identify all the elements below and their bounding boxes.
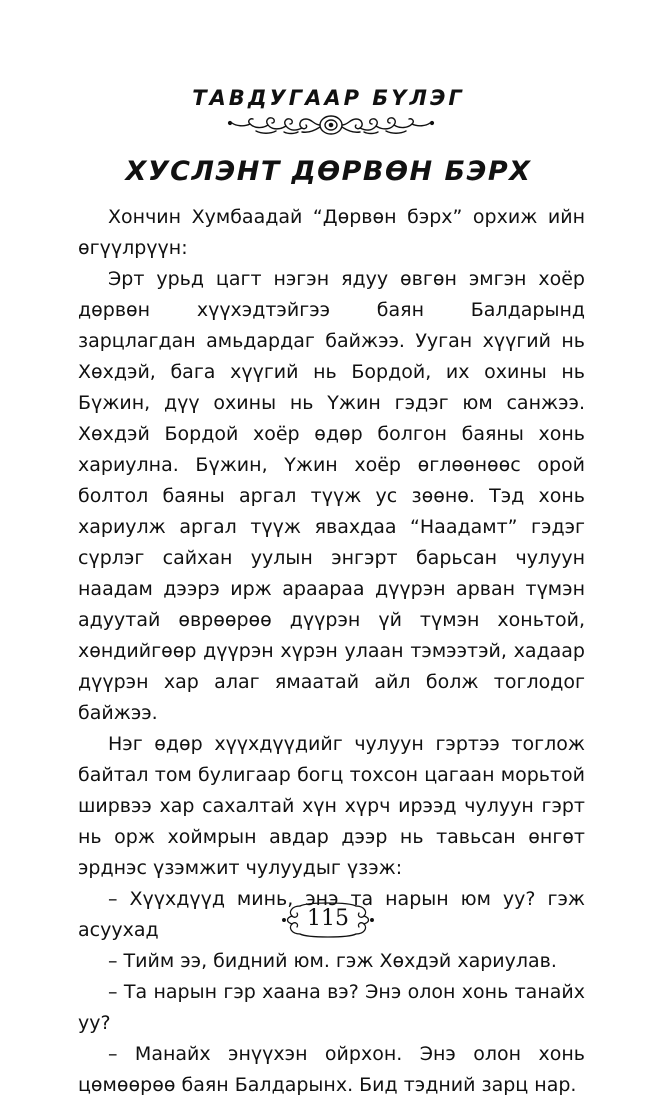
paragraph: Нэг өдөр хүүхдүүдийг чулуун гэртээ тоглож байтал том булигаар богц тохсон цагаан морьтой ширвээ хар сахалтай хүн хүрч ирээд чулуун гэрт нь орж хоймрын авдар дээр нь тавьсан өнгөт эрднэс үзэмжит чулуудыг үзэж: (78, 733, 585, 879)
ornamental-divider-icon (226, 112, 436, 138)
dialogue-line: – Та нарын гэр хаана вэ? Энэ олон хонь танайх уу? (78, 981, 585, 1034)
dialogue-line: – Манайх энүүхэн ойрхон. Энэ олон хонь цөмөөрөө баян Балдарынх. Бид тэдний зарц нар. (78, 1043, 585, 1096)
dialogue-line: – Тийм ээ, бидний юм. гэж Хөхдэй хариулав. (108, 950, 557, 972)
body-text (78, 202, 585, 1101)
paragraph: Эрт урьд цагт нэгэн ядуу өвгөн эмгэн хоёр дөрвөн хүүхэдтэйгээ баян Балдарынд зарцлагдан амьдардаг байжээ. Ууган хүүгий нь Хөхдэй, бага хүүгий нь Бордой, их охины нь Бүжин, дүү охины нь Үжин гэдэг юм санжээ. Хөхдэй Бордой хоёр өдөр болгон баяны хонь хариулна. Бүжин, Үжин хоёр өглөөнөөс орой болтол баяны аргал түүж ус зөөнө. Тэд хонь хариулж аргал түүж явахдаа “Наадамт” гэдэг сүрлэг сайхан уулын энгэрт барьсан чулуун наадам дээрэ ирж араараа дүүрэн арван түмэн адуутай өврөөрөө дүүрэн үй түмэн хоньтой, хөндийгөөр дүүрэн хүрэн улаан тэмээтэй, хадаар дүүрэн хар алаг ямаатай айл болж тоглодог байжээ. (78, 268, 585, 724)
dialogue-line: – Хүүхдүүд минь, энэ та нарын юм уу? гэж асуухад (78, 888, 585, 941)
paragraph: Хончин Хумбаадай “Дөрвөн бэрх” орхиж ийн өгүүлрүүн: (78, 206, 585, 259)
chapter-heading: ТАВДУГААР БҮЛЭГ (192, 86, 465, 110)
story-title: ХУСЛЭНТ ДӨРВӨН БЭРХ (125, 156, 532, 187)
page-number: 115 (307, 906, 349, 931)
page-number-badge (278, 900, 378, 940)
